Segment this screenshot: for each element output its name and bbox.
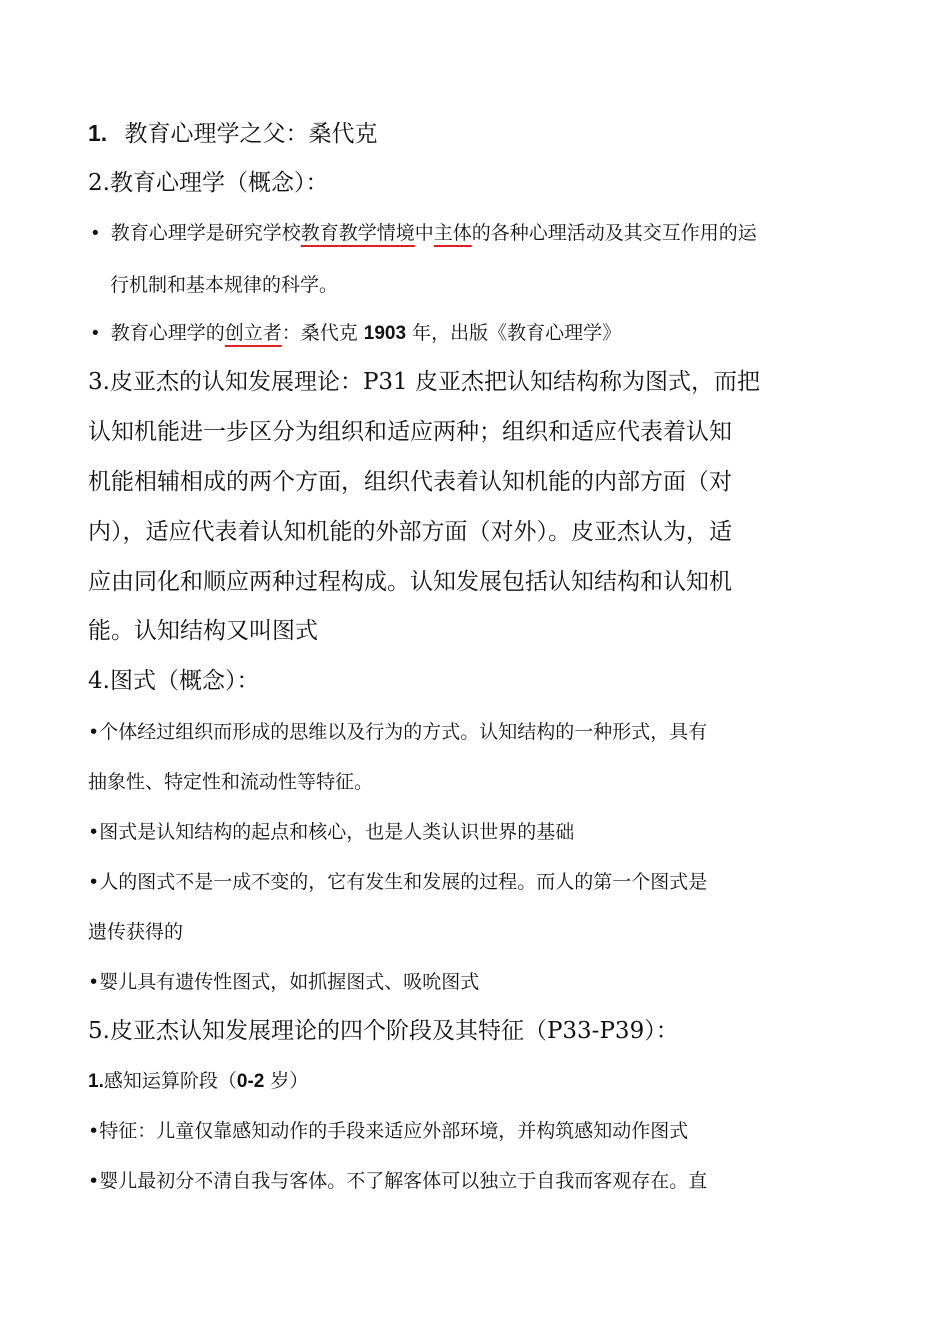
- section-2-heading: 2.教育心理学（概念）：: [88, 170, 329, 196]
- section-5-line-2: •婴儿最初分不清自我与客体。不了解客体可以独立于自我而客观存在。直: [88, 1170, 708, 1192]
- bullet-1-text-c: 的各种心理活动及其交互作用的运: [471, 222, 757, 244]
- underlined-term-teaching-context: 教育教学情境: [300, 222, 415, 244]
- subheading-number: 1.: [88, 1071, 104, 1092]
- bullet-marker: •: [92, 223, 99, 244]
- section-4-line-6: •婴儿具有遗传性图式，如抓握图式、吸吮图式: [88, 971, 480, 993]
- section-4-line-5: 遗传获得的: [88, 921, 184, 943]
- section-2-bullet-1-continuation: 行机制和基本规律的科学。: [110, 274, 339, 296]
- section-5-line-1: •特征：儿童仅靠感知动作的手段来适应外部环境，并构筑感知动作图式: [88, 1120, 689, 1142]
- section-1-number: 1.: [88, 120, 108, 146]
- section-3-line-5: 应由同化和顺应两种过程构成。认知发展包括认知结构和认知机: [88, 569, 732, 595]
- section-3-line-3: 机能相辅相成的两个方面，组织代表着认知机能的内部方面（对: [88, 469, 732, 495]
- section-4-line-2: 抽象性、特定性和流动性等特征。: [88, 771, 374, 793]
- section-3-line-1: 3.皮亚杰的认知发展理论：P31 皮亚杰把认知结构称为图式，而把: [88, 369, 760, 395]
- section-4-line-1: •个体经过组织而形成的思维以及行为的方式。认知结构的一种形式，具有: [88, 721, 708, 743]
- section-5-heading: 5.皮亚杰认知发展理论的四个阶段及其特征（P33-P39）：: [88, 1018, 679, 1044]
- bullet-1-text-b: 中: [414, 222, 434, 244]
- section-1-text: 教育心理学之父：桑代克: [124, 121, 378, 147]
- section-1-line: [88, 122, 378, 146]
- subheading-text-a: 感知运算阶段（: [103, 1070, 237, 1092]
- subheading-text-b: 岁）: [264, 1070, 309, 1092]
- underlined-term-founder: 创立者: [224, 322, 282, 344]
- section-4-line-4: •人的图式不是一成不变的，它有发生和发展的过程。而人的第一个图式是: [88, 871, 708, 893]
- section-2-bullet-2: [92, 324, 621, 343]
- section-5-subheading: [88, 1072, 308, 1091]
- section-2-bullet-1: [92, 224, 757, 243]
- section-3-line-6: 能。认知结构又叫图式: [88, 618, 318, 644]
- bullet-1-text-a: 教育心理学是研究学校: [110, 222, 301, 244]
- section-4-line-3: •图式是认知结构的起点和核心，也是人类认识世界的基础: [88, 821, 575, 843]
- bullet-2-text-c: 年，出版《教育心理学》: [406, 322, 622, 344]
- publication-year: 1903: [363, 323, 407, 344]
- age-range: 0-2: [236, 1071, 265, 1092]
- section-4-heading: 4.图式（概念）：: [88, 668, 260, 694]
- bullet-2-text-b: ：桑代克: [281, 322, 364, 344]
- bullet-2-text-a: 教育心理学的: [110, 322, 225, 344]
- underlined-term-subject: 主体: [433, 222, 472, 244]
- bullet-marker: •: [92, 323, 99, 344]
- section-3-line-2: 认知机能进一步区分为组织和适应两种；组织和适应代表着认知: [88, 419, 732, 445]
- section-3-line-4: 内），适应代表着认知机能的外部方面（对外）。皮亚杰认为，适: [88, 519, 732, 545]
